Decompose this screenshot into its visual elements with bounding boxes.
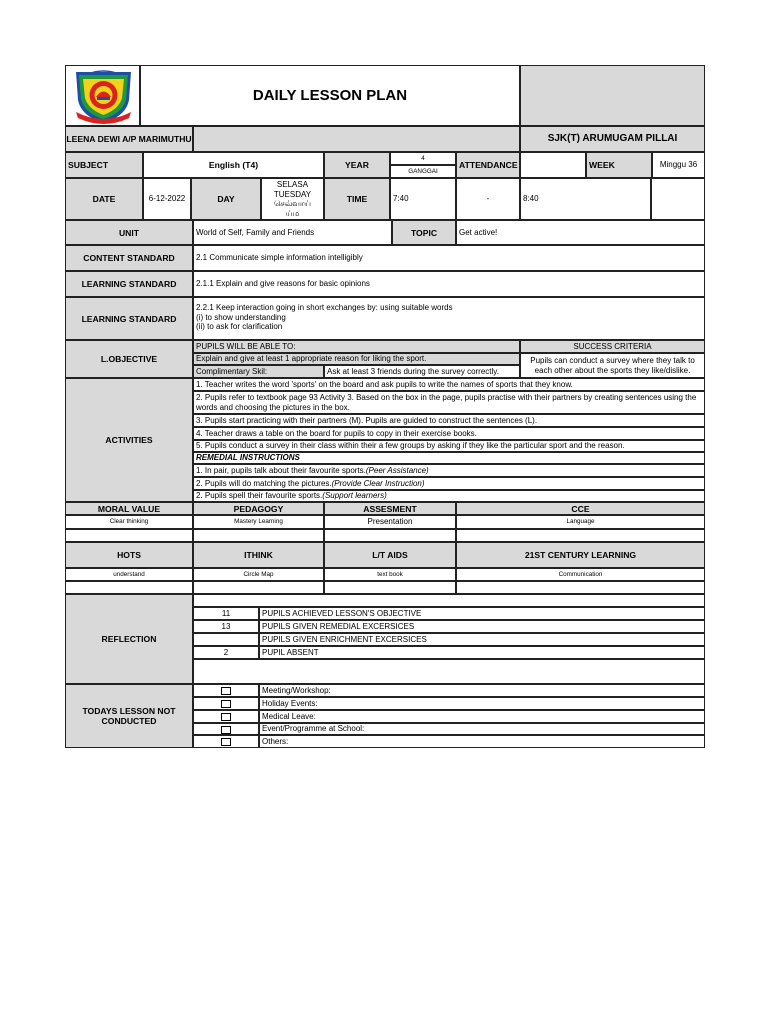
objective-text: Explain and give at least 1 appropriate reason for liking the sport. (193, 353, 520, 365)
reflection-label: REFLECTION (65, 594, 193, 684)
remedial-item-2-note: (Provide Clear Instruction) (331, 478, 425, 488)
century-learning-label: 21ST CENTURY LEARNING (456, 542, 705, 568)
activity-step-2: 2. Pupils refer to textbook page 93 Activity 3. Based on the box in the page, pupils practise with their partners by creating sentences using the words and choosing the pictures in the box. (193, 391, 705, 414)
teacher-name (65, 126, 193, 152)
hots-blank-3 (324, 581, 456, 594)
not-conducted-check-cell-4 (193, 723, 259, 735)
reflection-count-4: 2 (193, 646, 259, 659)
school-crest-icon (66, 66, 140, 126)
content-standard-value: 2.1 Communicate simple information intelligibly (193, 245, 705, 271)
not-conducted-label: TODAYS LESSON NOT CONDUCTED (65, 684, 193, 748)
aids-value: text book (324, 568, 456, 581)
learning-standard-value-2 (193, 297, 705, 340)
learning-standard-value-1: 2.1.1 Explain and give reasons for basic opinions (193, 271, 705, 297)
not-conducted-check-cell-1 (193, 684, 259, 697)
time-end: 8:40 (520, 178, 651, 220)
reflection-count-2: 13 (193, 620, 259, 633)
date-row-blank (651, 178, 705, 220)
remedial-item-3-note: (Support learners) (322, 491, 387, 501)
complimentary-skill-text: Ask at least 3 friends during the survey correctly. (324, 365, 520, 378)
year-number: 4 (421, 154, 425, 162)
learning-standard-2-line-3: (ii) to ask for clarification (196, 322, 283, 331)
activity-step-4: 4. Teacher draws a table on the board for pupils to copy in their exercise books. (193, 427, 705, 440)
ithink-value: Circle Map (193, 568, 324, 581)
activity-step-3: 3. Pupils start practicing with their partners (M). Pupils are guided to construct the sentences (L). (193, 414, 705, 427)
hots-value: understand (65, 568, 193, 581)
learning-standard-label-2: LEARNING STANDARD (65, 297, 193, 340)
date-label: DATE (65, 178, 143, 220)
unit-label: UNIT (65, 220, 193, 245)
unit-value: World of Self, Family and Friends (193, 220, 392, 245)
remedial-item-2-text: 2. Pupils will do matching the pictures. (196, 478, 332, 488)
not-conducted-option-4: Event/Programme at School: (259, 723, 705, 735)
remedial-item-1-note: (Peer Assistance) (365, 465, 429, 475)
moral-value-label: MORAL VALUE (65, 502, 193, 515)
not-conducted-check-cell-5 (193, 735, 259, 748)
remedial-item-3-text: 2. Pupils spell their favourite sports. (196, 491, 323, 501)
remedial-item-3 (193, 490, 705, 502)
activity-step-1: 1. Teacher writes the word 'sports' on the board and ask pupils to write the names of sports that they know. (193, 378, 705, 391)
reflection-count-3 (193, 633, 259, 646)
reflection-text-2: PUPILS GIVEN REMEDIAL EXCERSICES (259, 620, 705, 633)
objective-label: L.OBJECTIVE (65, 340, 193, 378)
holiday-checkbox[interactable] (221, 700, 231, 708)
activities-label: ACTIVITIES (65, 378, 193, 502)
day-tamil: செவ்வாய் (273, 199, 311, 208)
meeting-checkbox[interactable] (221, 687, 231, 695)
hots-blank-4 (456, 581, 705, 594)
remedial-title: REMEDIAL INSTRUCTIONS (193, 452, 705, 464)
lesson-plan-sheet (65, 65, 705, 748)
reflection-count-1: 11 (193, 607, 259, 620)
topic-label: TOPIC (392, 220, 456, 245)
header-spacer-cell (193, 126, 520, 152)
not-conducted-option-3: Medical Leave: (259, 710, 705, 723)
others-checkbox[interactable] (221, 738, 231, 746)
remedial-item-1 (193, 464, 705, 477)
reflection-text-4: PUPIL ABSENT (259, 646, 705, 659)
values-blank-4 (456, 529, 705, 542)
reflection-top-blank (193, 594, 705, 607)
values-blank-1 (65, 529, 193, 542)
school-logo-cell (65, 65, 140, 126)
subject-value: English (T4) (143, 152, 324, 178)
year-class: GANGGAI (408, 167, 438, 175)
year-label: YEAR (324, 152, 390, 178)
aids-label: L/T AIDS (324, 542, 456, 568)
able-to-header: PUPILS WILL BE ABLE TO: (193, 340, 520, 353)
values-blank-3 (324, 529, 456, 542)
success-criteria-header: SUCCESS CRITERIA (520, 340, 705, 353)
assessment-label: ASSESMENT (324, 502, 456, 515)
hots-label: HOTS (65, 542, 193, 568)
cce-value: Language (456, 515, 705, 529)
century-learning-value: Communication (456, 568, 705, 581)
activity-step-5: 5. Pupils conduct a survey in their class within their a few groups by asking if they like the particular sport and the reason. (193, 440, 705, 452)
event-checkbox[interactable] (221, 726, 231, 734)
date-value: 6-12-2022 (143, 178, 191, 220)
hots-blank-2 (193, 581, 324, 594)
school-name (520, 126, 705, 152)
moral-value: Clear thinking (65, 515, 193, 529)
success-criteria-text: Pupils can conduct a survey where they talk to each other about the sports they like/dislike. (520, 353, 705, 378)
day-label: DAY (191, 178, 261, 220)
time-label: TIME (324, 178, 390, 220)
ithink-label: ITHINK (193, 542, 324, 568)
day-value (261, 178, 324, 220)
year-class-cell (390, 165, 456, 178)
reflection-text-3: PUPILS GIVEN ENRICHMENT EXCERSICES (259, 633, 705, 646)
values-blank-2 (193, 529, 324, 542)
remedial-item-1-text: 1. In pair, pupils talk about their favourite sports. (196, 465, 366, 475)
not-conducted-check-cell-2 (193, 697, 259, 710)
pedagogy-label: PEDAGOGY (193, 502, 324, 515)
learning-standard-2-line-1: 2.2.1 Keep interaction going in short exchanges by: using suitable words (196, 303, 453, 312)
not-conducted-check-cell-3 (193, 710, 259, 723)
content-standard-label: CONTENT STANDARD (65, 245, 193, 271)
attendance-value (520, 152, 586, 178)
assessment-value: Presentation (324, 515, 456, 529)
week-label: WEEK (586, 152, 652, 178)
not-conducted-option-1: Meeting/Workshop: (259, 684, 705, 697)
page-title-cell (140, 65, 520, 126)
cce-label: CCE (456, 502, 705, 515)
complimentary-skill-label: Complimentary Skil: (193, 365, 324, 378)
learning-standard-label-1: LEARNING STANDARD (65, 271, 193, 297)
topic-value: Get active! (456, 220, 705, 245)
pedagogy-value: Mastery Learning (193, 515, 324, 529)
page-title: DAILY LESSON PLAN (252, 87, 408, 104)
learning-standard-2-line-2: (i) to show understanding (196, 312, 286, 322)
reflection-bottom-blank (193, 659, 705, 684)
subject-label: SUBJECT (65, 152, 143, 178)
time-start: 7:40 (390, 178, 456, 220)
not-conducted-option-5: Others: (259, 735, 705, 748)
header-blank-cell (520, 65, 705, 126)
year-number-cell (390, 152, 456, 165)
reflection-text-1: PUPILS ACHIEVED LESSON'S OBJECTIVE (259, 607, 705, 620)
remedial-item-2 (193, 477, 705, 490)
attendance-label: ATTENDANCE (456, 152, 520, 178)
time-separator: - (456, 178, 520, 220)
day-malay: SELASA (276, 180, 309, 189)
week-value: Minggu 36 (652, 152, 705, 178)
school-name-text: SJK(T) ARUMUGAM PILLAI (547, 133, 678, 145)
medical-leave-checkbox[interactable] (221, 713, 231, 721)
day-tamil-2: ய்ம (285, 208, 300, 218)
teacher-name-text: LEENA DEWI A/P MARIMUTHU (66, 134, 192, 144)
day-english: TUESDAY (273, 189, 312, 199)
hots-blank-1 (65, 581, 193, 594)
not-conducted-option-2: Holiday Events: (259, 697, 705, 710)
